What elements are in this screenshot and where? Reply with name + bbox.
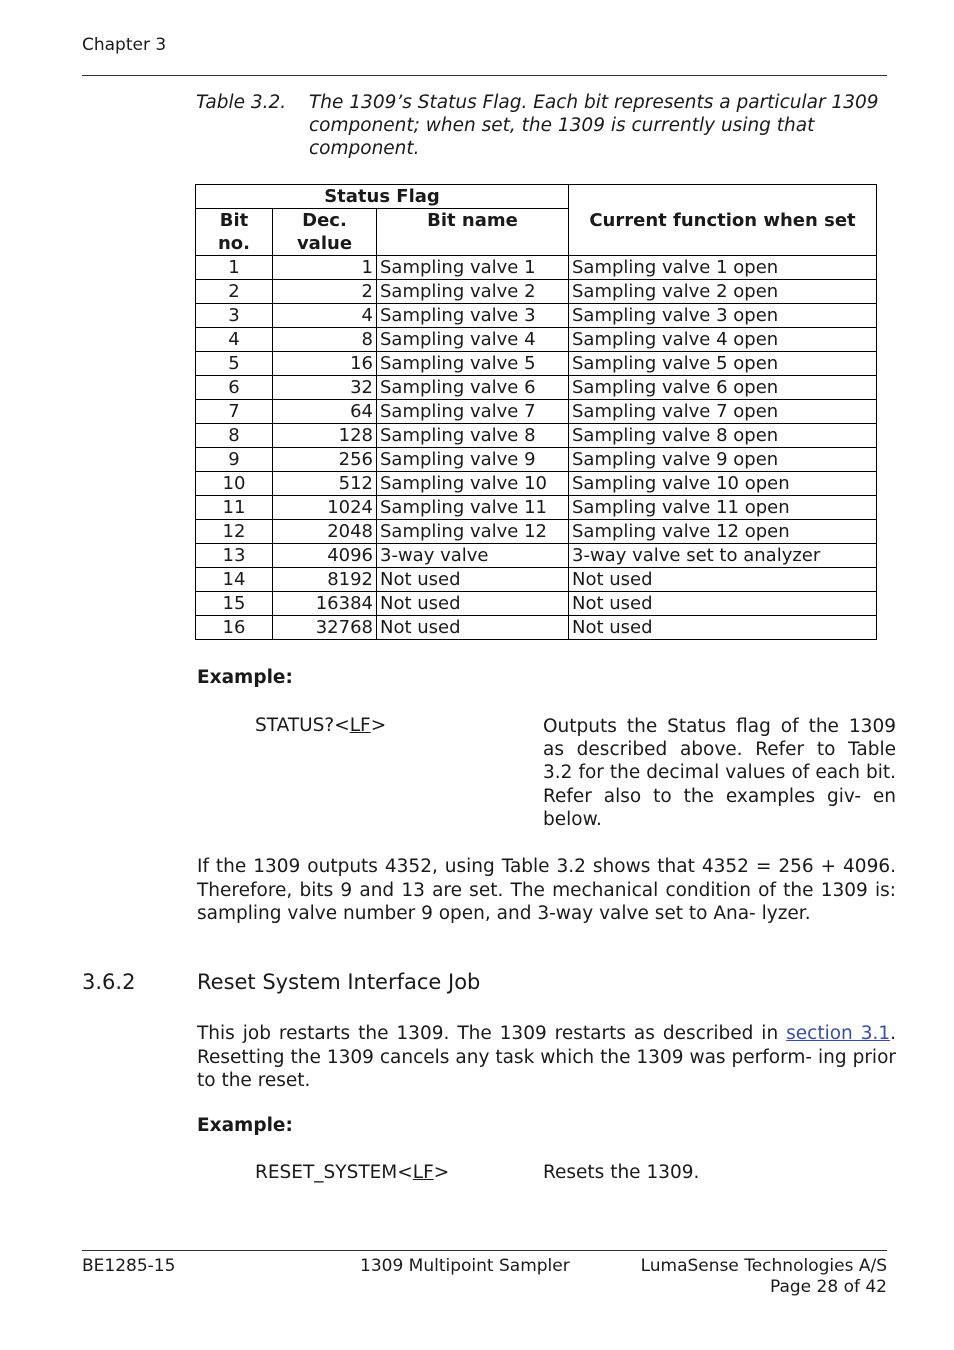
bit-cell: 12 (196, 520, 273, 544)
dec-value-cell: 32768 (273, 616, 377, 640)
example-heading: Example: (197, 667, 293, 688)
function-cell: Sampling valve 10 open (569, 472, 877, 496)
bit-name-cell: Sampling valve 9 (377, 448, 569, 472)
dec-value-cell: 32 (273, 376, 377, 400)
dec-value-cell: 8 (273, 328, 377, 352)
bit-cell: 4 (196, 328, 273, 352)
status-example-paragraph: If the 1309 outputs 4352, using Table 3.2 shows that 4352 = 256 + 4096. Therefore, bits 9 and 13 are set. The mechanical condition of the 1309 is: sampling valve number 9 open, and 3-way valve set to Ana- lyzer. (197, 856, 896, 924)
bit-name-cell: Not used (377, 616, 569, 640)
bit-cell: 9 (196, 448, 273, 472)
example-heading-2: Example: (197, 1115, 293, 1136)
section-title: Reset System Interface Job (197, 970, 481, 994)
dec-value-cell: 8192 (273, 568, 377, 592)
table-row (196, 424, 877, 448)
section-link[interactable]: section 3.1 (786, 1023, 891, 1044)
table-row (196, 328, 877, 352)
bit-name-cell: Sampling valve 4 (377, 328, 569, 352)
table-row (196, 472, 877, 496)
chapter-header: Chapter 3 (82, 35, 167, 55)
table-row (196, 400, 877, 424)
bit-cell: 6 (196, 376, 273, 400)
dec-value-cell: 16 (273, 352, 377, 376)
function-cell: Sampling valve 12 open (569, 520, 877, 544)
table-row (196, 256, 877, 280)
status-command-description: Outputs the Status flag of the 1309 as described above. Refer to Table 3.2 for the decimal values of each bit. Refer also to the examples giv- en below. (543, 716, 896, 830)
footer-rule (82, 1250, 887, 1251)
dec-value-cell: 4096 (273, 544, 377, 568)
dec-value-cell: 1024 (273, 496, 377, 520)
dec-value-cell: 4 (273, 304, 377, 328)
dec-value-cell: 1 (273, 256, 377, 280)
bit-name-cell: Sampling valve 5 (377, 352, 569, 376)
status-flag-table (195, 184, 877, 640)
dec-value-cell: 16384 (273, 592, 377, 616)
function-column-header: Current function when set (569, 185, 877, 256)
function-cell: Sampling valve 3 open (569, 304, 877, 328)
function-cell: Sampling valve 5 open (569, 352, 877, 376)
caption-label: Table 3.2. (196, 92, 287, 113)
function-cell: Not used (569, 592, 877, 616)
function-cell: Not used (569, 616, 877, 640)
table-caption (196, 91, 896, 160)
function-cell: 3-way valve set to analyzer (569, 544, 877, 568)
bit-cell: 14 (196, 568, 273, 592)
status-command: STATUS?<LF> (255, 715, 387, 736)
bit-cell: 16 (196, 616, 273, 640)
bit-cell: 10 (196, 472, 273, 496)
bit-cell: 8 (196, 424, 273, 448)
bit-name-cell: Sampling valve 6 (377, 376, 569, 400)
bit-name-cell: Sampling valve 11 (377, 496, 569, 520)
status-flag-group-header: Status Flag (196, 185, 569, 209)
function-cell: Sampling valve 1 open (569, 256, 877, 280)
function-cell: Not used (569, 568, 877, 592)
bit-name-cell: Sampling valve 2 (377, 280, 569, 304)
table-row (196, 304, 877, 328)
bit-name-cell: Sampling valve 7 (377, 400, 569, 424)
bit-name-cell: 3-way valve (377, 544, 569, 568)
function-cell: Sampling valve 7 open (569, 400, 877, 424)
footer-doc-id: BE1285-15 (82, 1256, 176, 1276)
table-row (196, 592, 877, 616)
bit-name-cell: Sampling valve 10 (377, 472, 569, 496)
bit-name-cell: Sampling valve 1 (377, 256, 569, 280)
footer-product: 1309 Multipoint Sampler (360, 1256, 570, 1276)
bit-cell: 11 (196, 496, 273, 520)
bit-column-header: Bit no. (196, 209, 273, 256)
section-number: 3.6.2 (82, 970, 136, 994)
table-row (196, 280, 877, 304)
bit-cell: 13 (196, 544, 273, 568)
dec-value-cell: 128 (273, 424, 377, 448)
reset-command-description: Resets the 1309. (543, 1162, 700, 1183)
bit-cell: 15 (196, 592, 273, 616)
bit-name-cell: Sampling valve 12 (377, 520, 569, 544)
table-row (196, 568, 877, 592)
name-column-header: Bit name (377, 209, 569, 256)
dec-value-cell: 2048 (273, 520, 377, 544)
function-cell: Sampling valve 9 open (569, 448, 877, 472)
caption-text: The 1309’s Status Flag. Each bit represents a particular 1309 component; when set, the 1309 is currently using that component. (309, 92, 879, 159)
bit-cell: 2 (196, 280, 273, 304)
dec-value-cell: 2 (273, 280, 377, 304)
bit-name-cell: Not used (377, 568, 569, 592)
table-row (196, 520, 877, 544)
dec-value-cell: 64 (273, 400, 377, 424)
bit-cell: 7 (196, 400, 273, 424)
table-row (196, 496, 877, 520)
footer-company-page: LumaSense Technologies A/S Page 28 of 42 (640, 1256, 887, 1297)
header-rule (82, 75, 887, 76)
dec-value-cell: 512 (273, 472, 377, 496)
bit-cell: 5 (196, 352, 273, 376)
table-row (196, 448, 877, 472)
function-cell: Sampling valve 4 open (569, 328, 877, 352)
function-cell: Sampling valve 8 open (569, 424, 877, 448)
bit-name-cell: Sampling valve 8 (377, 424, 569, 448)
bit-cell: 3 (196, 304, 273, 328)
reset-command: RESET_SYSTEM<LF> (255, 1162, 450, 1183)
bit-cell: 1 (196, 256, 273, 280)
function-cell: Sampling valve 6 open (569, 376, 877, 400)
function-cell: Sampling valve 11 open (569, 496, 877, 520)
function-cell: Sampling valve 2 open (569, 280, 877, 304)
dec-column-header: Dec. value (273, 209, 377, 256)
table-row (196, 352, 877, 376)
dec-value-cell: 256 (273, 448, 377, 472)
table-row (196, 376, 877, 400)
bit-name-cell: Sampling valve 3 (377, 304, 569, 328)
table-row (196, 616, 877, 640)
bit-name-cell: Not used (377, 592, 569, 616)
section-paragraph: This job restarts the 1309. The 1309 restarts as described in section 3.1. Resetting the 1309 cancels any task which the 1309 was perform- ing prior to the reset. (197, 1023, 897, 1091)
table-row (196, 544, 877, 568)
